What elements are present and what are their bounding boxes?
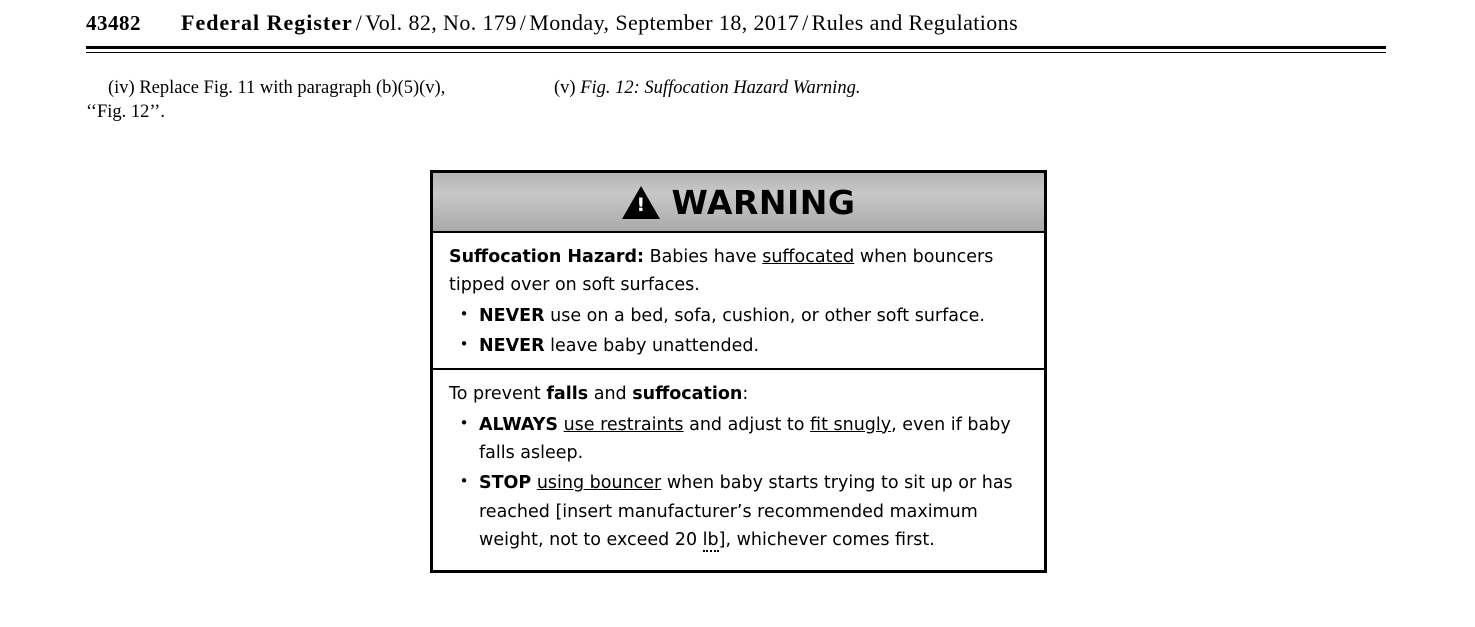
issue-date: Monday, September 18, 2017 xyxy=(529,10,800,35)
header-rule-thick xyxy=(86,46,1386,49)
list-item-text xyxy=(479,411,1030,468)
page-header xyxy=(86,10,1386,36)
warning-label-figure xyxy=(430,170,1047,573)
exclamation-mark: ! xyxy=(636,193,646,216)
section-name: Rules and Regulations xyxy=(811,10,1019,35)
bullet-icon: • xyxy=(459,335,469,354)
falls-lead-a: To prevent xyxy=(449,384,547,405)
list-item xyxy=(449,469,1030,554)
always-mid: and adjust to xyxy=(683,414,811,435)
always-rest: , even if baby falls asleep. xyxy=(479,414,1011,464)
falls-lead-b: and xyxy=(588,384,633,405)
warning-banner xyxy=(433,173,1044,233)
stop-mid: when baby starts trying to sit up or has reached [insert manufacturer’s recommended maximum weight, not to exceed 20 xyxy=(479,473,1013,551)
suffocation-lead-b: when bouncers tipped over on soft surfaces. xyxy=(449,247,994,296)
bullet-icon: • xyxy=(459,472,469,491)
right-column xyxy=(532,76,932,100)
use-restraints-underline: use restraints xyxy=(563,414,684,435)
list-item-rest: use on a bed, sofa, cushion, or other soft surface. xyxy=(544,305,985,326)
warning-triangle-icon xyxy=(622,186,660,219)
never-label: NEVER xyxy=(479,305,545,326)
suffocation-lead-a: Babies have xyxy=(644,247,763,267)
list-item-text xyxy=(479,332,1030,360)
list-item xyxy=(449,302,1030,330)
stop-label: STOP xyxy=(479,473,532,494)
header-separator-3: / xyxy=(802,10,809,35)
using-bouncer-underline: using bouncer xyxy=(536,473,662,494)
header-separator-2: / xyxy=(519,10,527,35)
volume-issue: Vol. 82, No. 179 xyxy=(365,10,517,35)
lb-squiggle-underline: lb xyxy=(702,530,719,551)
list-item xyxy=(449,411,1030,468)
bullet-icon: • xyxy=(459,304,469,323)
suffocated-underline: suffocated xyxy=(762,247,855,267)
header-separator-1: / xyxy=(355,10,363,35)
list-item-text xyxy=(479,469,1030,554)
bullet-icon: • xyxy=(459,413,469,432)
left-column-paragraph: (iv) Replace Fig. 11 with paragraph (b)(5)(v), ‘‘Fig. 12’’. xyxy=(86,78,446,123)
falls-label: falls xyxy=(546,384,589,405)
header-rule-thin xyxy=(86,52,1386,53)
list-item-rest: leave baby unattended. xyxy=(544,336,760,357)
figure-callout-title: Fig. 12: Suffocation Hazard Warning. xyxy=(580,78,861,98)
suffocation-lead-text xyxy=(449,243,1030,300)
always-label: ALWAYS xyxy=(479,414,558,435)
publication-title: Federal Register xyxy=(181,10,353,35)
never-label: NEVER xyxy=(479,336,545,357)
warning-suffocation-section xyxy=(433,233,1044,370)
list-item-text xyxy=(479,302,1030,330)
fit-snugly-underline: fit snugly xyxy=(810,414,892,435)
falls-lead-text xyxy=(449,380,1030,408)
falls-lead-c: : xyxy=(742,384,749,405)
running-head xyxy=(181,10,1018,36)
warning-falls-section xyxy=(433,370,1044,570)
warning-word: WARNING xyxy=(671,182,856,222)
list-item xyxy=(449,332,1030,360)
suffocation-hazard-label: Suffocation Hazard: xyxy=(449,247,644,267)
right-column-paragraph xyxy=(532,76,932,100)
figure-callout-label: (v) xyxy=(554,78,576,98)
suffocation-label: suffocation xyxy=(632,384,743,405)
stop-rest: ], whichever comes first. xyxy=(718,530,935,551)
left-column xyxy=(86,76,486,125)
page-number: 43482 xyxy=(86,11,141,35)
